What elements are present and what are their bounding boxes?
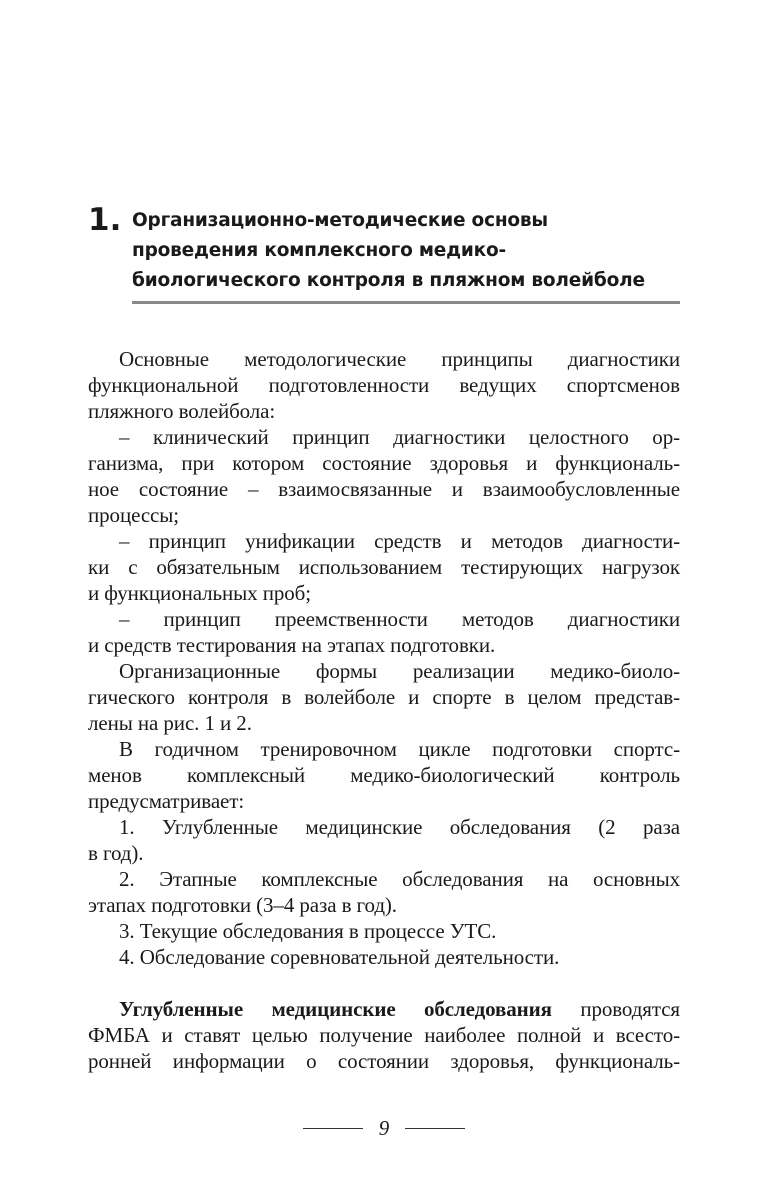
text-line: в год). bbox=[88, 841, 144, 865]
chapter-title-line: проведения комплексного медико- bbox=[132, 240, 506, 261]
list-item bbox=[88, 866, 680, 918]
text-line: ное состояние – взаимосвязанные и взаимообусловленные bbox=[88, 477, 680, 501]
text-line: ки с обязательным использованием тестирующих нагрузок bbox=[88, 555, 680, 579]
text-line: ронней информации о состоянии здоровья, функциональ- bbox=[88, 1049, 680, 1073]
list-item bbox=[88, 918, 680, 944]
chapter-number: 1. bbox=[88, 202, 122, 238]
text-line: пляжного волейбола: bbox=[88, 399, 276, 423]
text-line: 2. Этапные комплексные обследования на основных bbox=[119, 867, 680, 891]
text-line: 4. Обследование соревновательной деятельности. bbox=[119, 945, 560, 969]
footer-rule-left bbox=[303, 1128, 363, 1129]
footer-rule-right bbox=[405, 1128, 465, 1129]
text-line bbox=[88, 996, 680, 1022]
text-line: Основные методологические принципы диагностики bbox=[119, 347, 680, 371]
chapter-title bbox=[132, 206, 680, 296]
text-line: ФМБА и ставят целью получение наиболее полной и всесто- bbox=[88, 1023, 680, 1047]
text-line: процессы; bbox=[88, 503, 180, 527]
text-line: предусматривает: bbox=[88, 789, 245, 813]
text-line: – принцип унификации средств и методов диагности- bbox=[119, 529, 680, 553]
chapter-underline bbox=[132, 301, 680, 304]
text-line: менов комплексный медико-биологический контроль bbox=[88, 763, 680, 787]
text-line: Организационные формы реализации медико-биоло- bbox=[119, 659, 680, 683]
text-line: 1. Углубленные медицинские обследования (2 раза bbox=[119, 815, 680, 839]
list-item bbox=[88, 944, 680, 970]
paragraph-annual-cycle bbox=[88, 736, 680, 814]
text-line: этапах подготовки (3–4 раза в год). bbox=[88, 893, 397, 917]
chapter-title-line: Организационно-методические основы bbox=[132, 210, 548, 231]
text-line: – клинический принцип диагностики целостного ор- bbox=[119, 425, 680, 449]
chapter-title-line: биологического контроля в пляжном волейболе bbox=[132, 270, 645, 291]
bold-term: Углубленные медицинские обследования bbox=[119, 997, 552, 1021]
text-line: ганизма, при котором состояние здоровья и функциональ- bbox=[88, 451, 680, 475]
text-line: и функциональных проб; bbox=[88, 581, 311, 605]
paragraph-continuity-principle bbox=[88, 606, 680, 658]
text-line: – принцип преемственности методов диагностики bbox=[119, 607, 680, 631]
paragraph-in-depth-examinations bbox=[88, 996, 680, 1074]
paragraph-unification-principle bbox=[88, 528, 680, 606]
text-line: В годичном тренировочном цикле подготовки спортс- bbox=[119, 737, 680, 761]
text-run: проводятся bbox=[551, 997, 680, 1021]
text-line: гического контроля в волейболе и спорте в целом представ- bbox=[88, 685, 680, 709]
paragraph-principles-intro bbox=[88, 346, 680, 424]
page-footer bbox=[0, 1116, 768, 1140]
paragraph-clinical-principle bbox=[88, 424, 680, 528]
text-line: функциональной подготовленности ведущих спортсменов bbox=[88, 373, 680, 397]
text-line: 3. Текущие обследования в процессе УТС. bbox=[119, 919, 497, 943]
paragraph-organizational-forms bbox=[88, 658, 680, 736]
page-number: 9 bbox=[378, 1116, 390, 1140]
text-line: лены на рис. 1 и 2. bbox=[88, 711, 252, 735]
list-item bbox=[88, 814, 680, 866]
text-line: и средств тестирования на этапах подготовки. bbox=[88, 633, 496, 657]
